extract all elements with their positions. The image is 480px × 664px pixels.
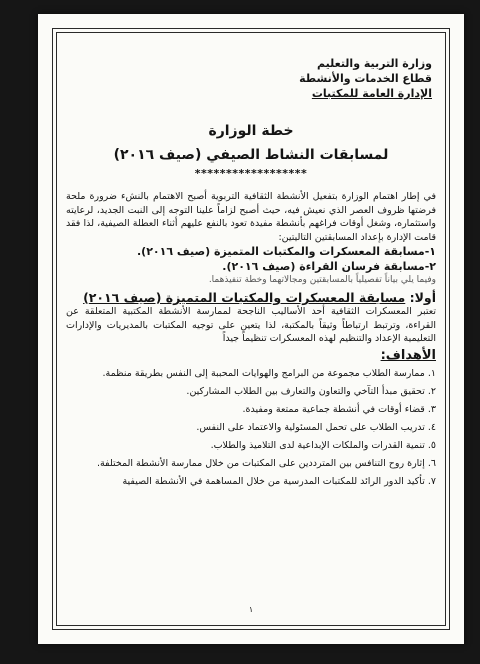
section-heading bbox=[62, 290, 440, 305]
section-paragraph: تعتبر المعسكرات الثقافية أحد الأساليب الناجحة لممارسة الأنشطة المكتبية المتعلقة عن القراءة، وترتبط ارتباطاً وثيقاً بالمكتبة، لذا يتعين على توجيه المكتبات بالمديريات والإدارات التعليمية الإعداد والتنظيم لهذه المعسكرات تنظيماً جيداً bbox=[66, 306, 436, 344]
document-subtitle: لمسابقات النشاط الصيفي (صيف ٢٠١٦) bbox=[113, 147, 389, 163]
goal-item: ٣. قضاء أوقات في أنشطة جماعية ممتعة ومفيدة. bbox=[242, 403, 436, 415]
section-prefix: أولا: bbox=[409, 290, 436, 305]
sector-name: قطاع الخدمات والأنشطة bbox=[299, 72, 432, 85]
department-name: الإدارة العامة للمكتبات bbox=[311, 87, 432, 100]
goal-item: ٧. تأكيد الدور الرائد للمكتبات المدرسية من خلال المساهمة في الأنشطة الصيفية bbox=[122, 475, 436, 487]
goal-item: ٥. تنمية القدرات والملكات الإبداعية لدى التلاميذ والطلاب. bbox=[210, 439, 436, 451]
competition-item: ٢-مسابقة فرسان القراءة (صيف ٢٠١٦). bbox=[222, 260, 436, 273]
competition-item: ١-مسابقة المعسكرات والمكتبات المتميزة (صيف ٢٠١٦). bbox=[137, 245, 436, 258]
letterhead bbox=[62, 56, 432, 101]
document-page bbox=[38, 14, 464, 644]
title-separator: ****************** bbox=[194, 167, 308, 180]
document-title: خطة الوزارة bbox=[208, 123, 294, 139]
intro-paragraph: في إطار اهتمام الوزارة بتفعيل الأنشطة الثقافية التربوية أصبح الاهتمام بالنشء ضرورة ملحة فرضتها ظروف العصر الذي نعيش فيه، حيث أصبح لزاماً علينا التوجه إلى النبت الجديد، لرعايته واستثماره، وشغل أوقات فراغهم بأنشطة مفيدة تعود بالنفع عليهم أثناء العطلة الصيفية، لذا فقد قامت الإدارة بإعداد المسابقتين التاليتين: bbox=[66, 191, 436, 243]
page-number: ١ bbox=[248, 605, 254, 614]
ministry-name: وزارة التربية والتعليم bbox=[317, 57, 432, 70]
document-content bbox=[62, 38, 440, 620]
section-title: مسابقة المعسكرات والمكتبات المتميزة (صيف ٢٠١٦) bbox=[83, 290, 406, 305]
goals-heading: الأهداف: bbox=[380, 347, 436, 363]
goal-item: ٢. تحقيق مبدأ التآخي والتعاون والتعارف بين الطلاب المشاركين. bbox=[186, 385, 436, 397]
goal-item: ١. ممارسة الطلاب مجموعة من البرامج والهوايات المحببة إلى النفس بطريقة منظمة. bbox=[102, 367, 436, 379]
goal-item: ٤. تدريب الطلاب على تحمل المسئولية والاعتماد على النفس. bbox=[196, 421, 436, 433]
goal-item: ٦. إثارة روح التنافس بين المترددين على المكتبات من خلال ممارسة الأنشطة المختلفة. bbox=[96, 457, 436, 469]
explain-line: وفيما يلي بياناً تفصيلياً بالمسابقتين ومجالاتهما وخطة تنفيذهما. bbox=[208, 275, 436, 285]
